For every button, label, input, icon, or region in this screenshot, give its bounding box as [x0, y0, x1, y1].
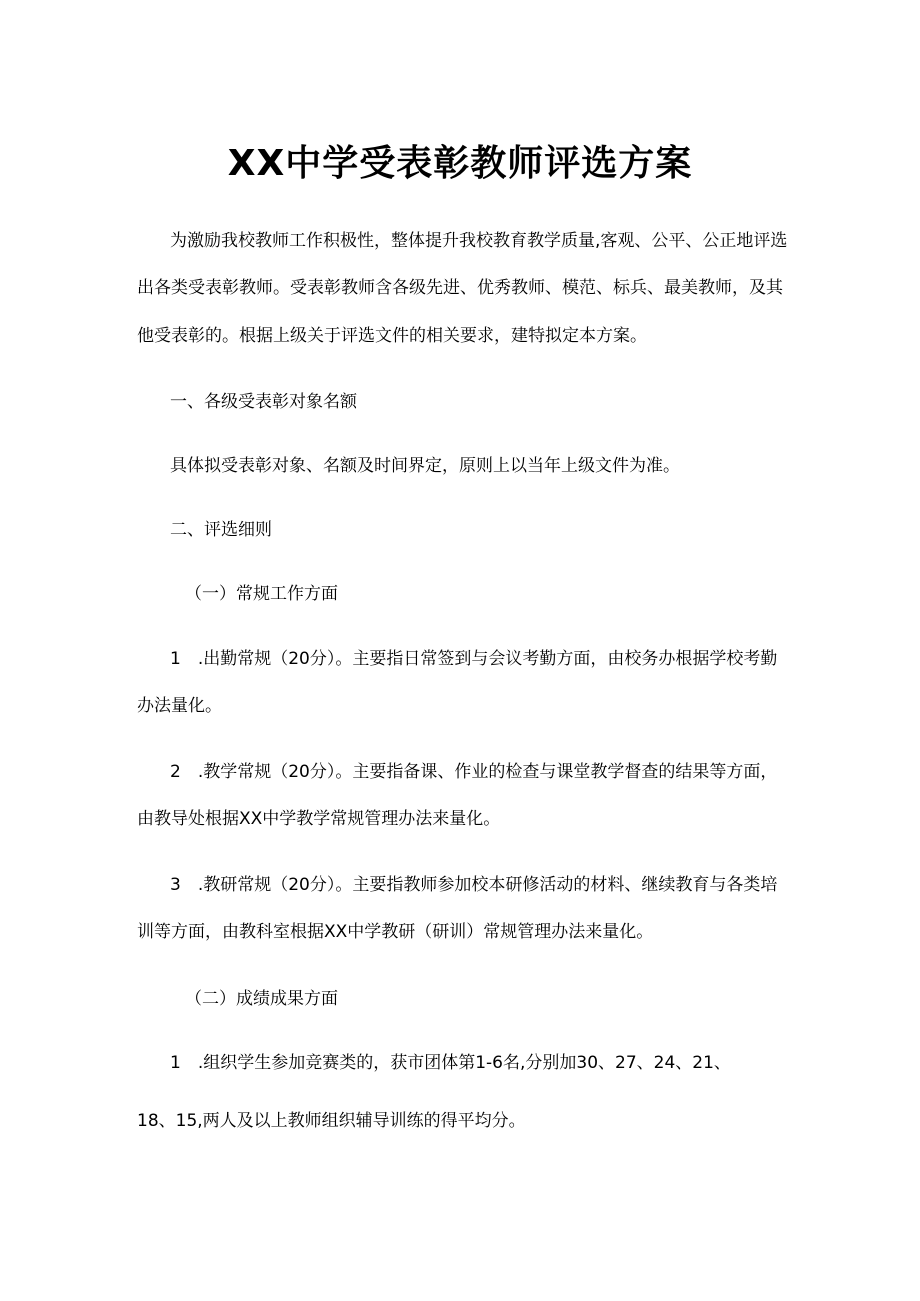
subsection-1-heading: （一）常规工作方面 [185, 584, 338, 604]
section-2-heading: 二、评选细则 [170, 520, 272, 540]
item-4-line-1: 1 .组织学生参加竞赛类的，获市团体第1-6名,分别加30、27、24、21、 [170, 1053, 731, 1073]
item-1-line-2: 办法量化。 [137, 696, 222, 716]
intro-paragraph-line-2: 出各类受表彰教师。受表彰教师含各级先进、优秀教师、模范、标兵、最美教师，及其 [137, 278, 783, 298]
item-3-line-1: 3 .教研常规（20分）。主要指教师参加校本研修活动的材料、继续教育与各类培 [170, 875, 778, 895]
subsection-2-heading: （二）成绩成果方面 [185, 989, 338, 1009]
item-1-line-1: 1 .出勤常规（20分）。主要指日常签到与会议考勤方面，由校务办根据学校考勤 [170, 649, 778, 669]
item-2-line-1: 2 .教学常规（20分）。主要指备课、作业的检查与课堂教学督查的结果等方面， [170, 762, 778, 782]
intro-paragraph-line-3: 他受表彰的。根据上级关于评选文件的相关要求，建特拟定本方案。 [137, 326, 647, 346]
intro-paragraph-line-1: 为激励我校教师工作积极性，整体提升我校教育教学质量,客观、公平、公正地评选 [170, 231, 788, 251]
item-3-line-2: 训等方面，由教科室根据XX中学教研（研训）常规管理办法来量化。 [137, 922, 654, 942]
section-1-heading: 一、各级受表彰对象名额 [170, 392, 357, 412]
item-4-line-2: 18、15,两人及以上教师组织辅导训练的得平均分。 [137, 1111, 526, 1131]
item-2-line-2: 由教导处根据XX中学教学常规管理办法来量化。 [137, 809, 501, 829]
section-1-text: 具体拟受表彰对象、名额及时间界定，原则上以当年上级文件为准。 [170, 456, 680, 476]
document-title: XX中学受表彰教师评选方案 [227, 143, 693, 184]
